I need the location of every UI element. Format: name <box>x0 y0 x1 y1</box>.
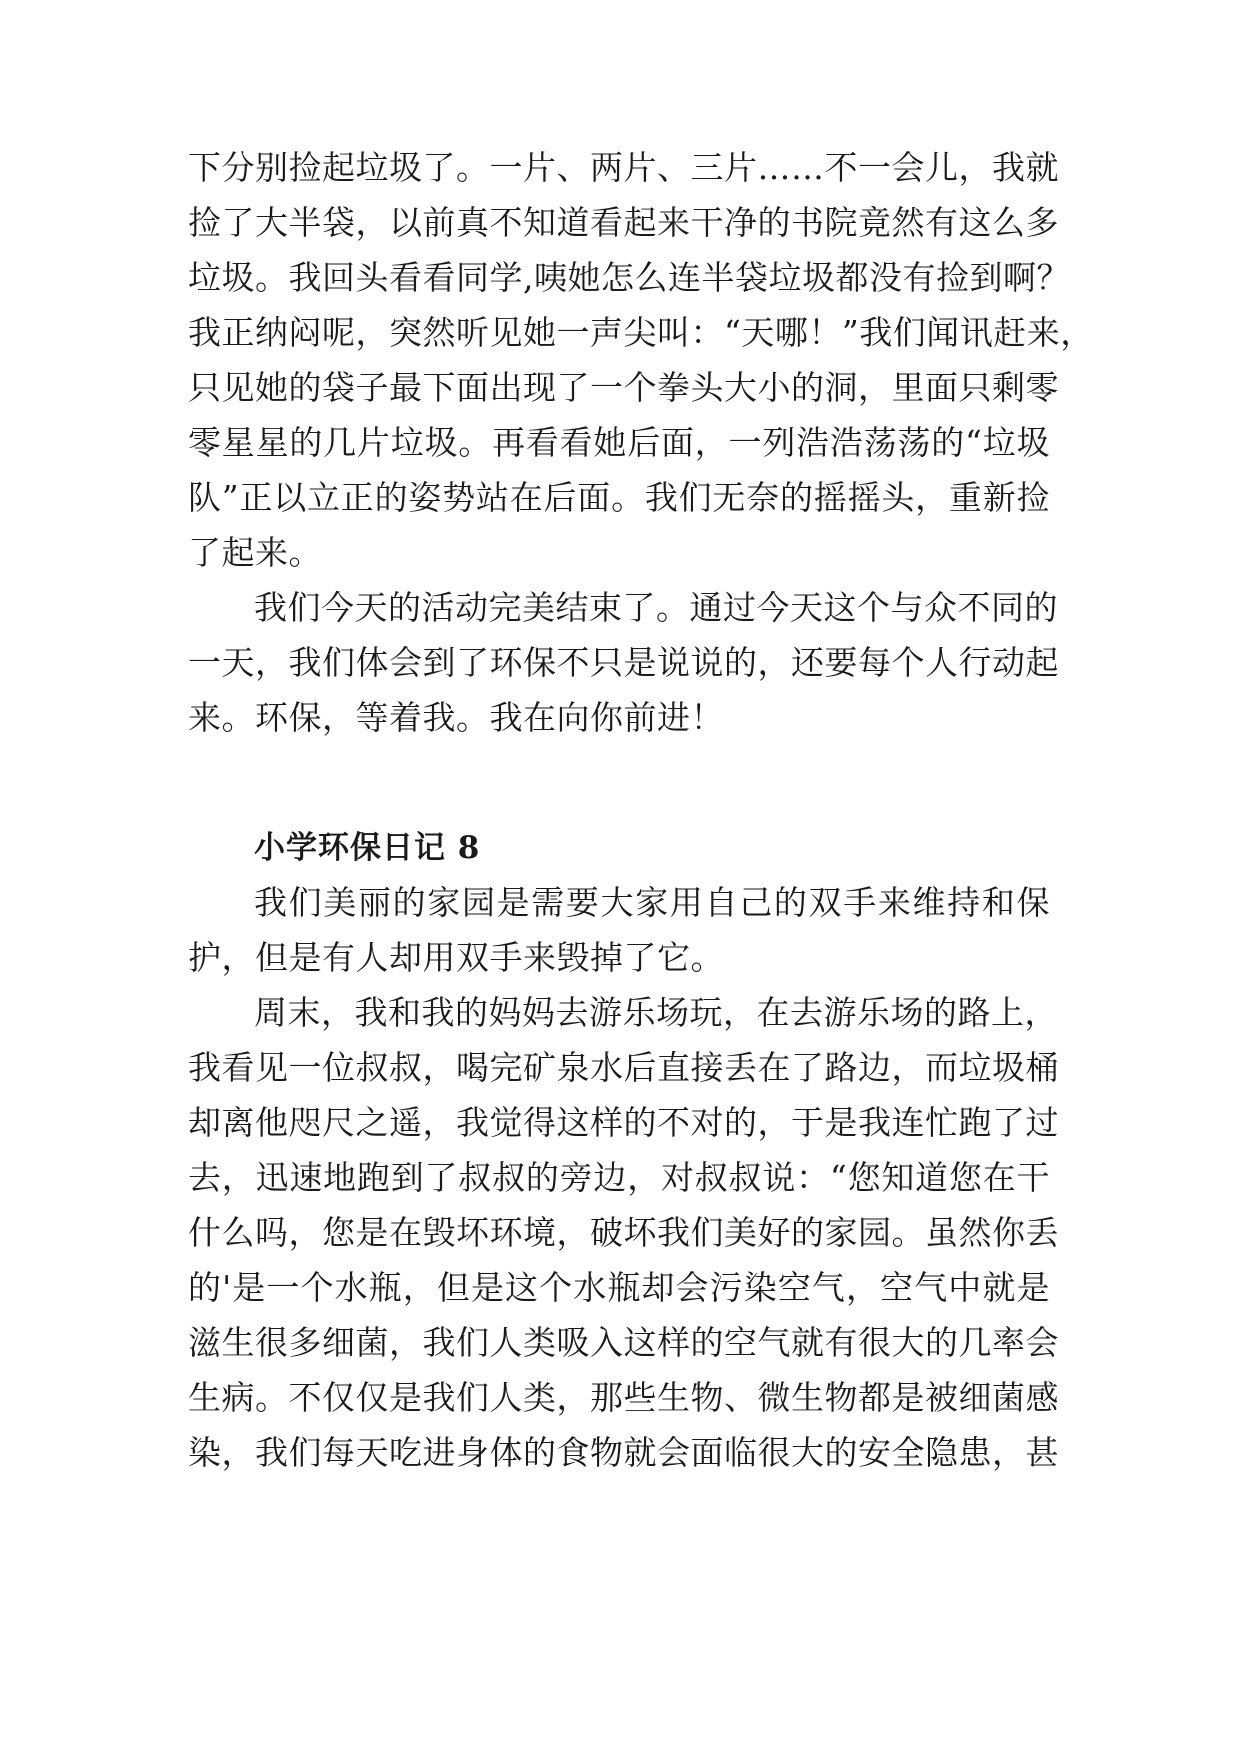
paragraph-line: 一天，我们体会到了环保不只是说说的，还要每个人行动起 <box>188 643 1059 682</box>
paragraph-line: 我们今天的活动完美结束了。通过今天这个与众不同的 <box>254 588 1058 627</box>
paragraph-line: 却离他咫尺之遥，我觉得这样的不对的，于是我连忙跑了过 <box>188 1103 1059 1142</box>
paragraph-line: 的'是一个水瓶，但是这个水瓶却会污染空气，空气中就是 <box>188 1268 1050 1307</box>
paragraph-line: 护，但是有人却用双手来毁掉了它。 <box>188 938 724 977</box>
paragraph-line: 来。环保，等着我。我在向你前进！ <box>188 698 724 737</box>
paragraph-line: 什么吗，您是在毁坏环境，破坏我们美好的家园。虽然你丢 <box>188 1213 1059 1252</box>
paragraph-line: 只见她的袋子最下面出现了一个拳头大小的洞，里面只剩零 <box>188 368 1059 407</box>
paragraph-line: 垃圾。我回头看看同学,咦她怎么连半袋垃圾都没有捡到啊？ <box>188 258 1070 297</box>
paragraph-line: 生病。不仅仅是我们人类，那些生物、微生物都是被细菌感 <box>188 1378 1059 1417</box>
paragraph-line: 染，我们每天吃进身体的食物就会面临很大的安全隐患，甚 <box>188 1433 1059 1472</box>
section-heading: 小学环保日记 8 <box>254 830 481 866</box>
paragraph-line: 我正纳闷呢，突然听见她一声尖叫：“天哪！”我们闻讯赶来， <box>188 313 1094 352</box>
paragraph-line: 我看见一位叔叔，喝完矿泉水后直接丢在了路边，而垃圾桶 <box>188 1048 1059 1087</box>
paragraph-line: 周末，我和我的妈妈去游乐场玩，在去游乐场的路上， <box>254 993 1058 1032</box>
paragraph-line: 去，迅速地跑到了叔叔的旁边，对叔叔说：“您知道您在干 <box>188 1158 1050 1197</box>
paragraph-line: 滋生很多细菌，我们人类吸入这样的空气就有很大的几率会 <box>188 1323 1059 1362</box>
paragraph-line: 下分别捡起垃圾了。一片、两片、三片……不一会儿，我就 <box>188 148 1059 187</box>
paragraph-line: 零星星的几片垃圾。再看看她后面，一列浩浩荡荡的“垃圾 <box>188 423 1050 462</box>
paragraph-line: 队”正以立正的姿势站在后面。我们无奈的摇摇头，重新捡 <box>188 478 1050 517</box>
paragraph-line: 捡了大半袋，以前真不知道看起来干净的书院竟然有这么多 <box>188 203 1059 242</box>
paragraph-line: 我们美丽的家园是需要大家用自己的双手来维持和保 <box>254 883 1050 922</box>
paragraph-line: 了起来。 <box>188 533 322 572</box>
